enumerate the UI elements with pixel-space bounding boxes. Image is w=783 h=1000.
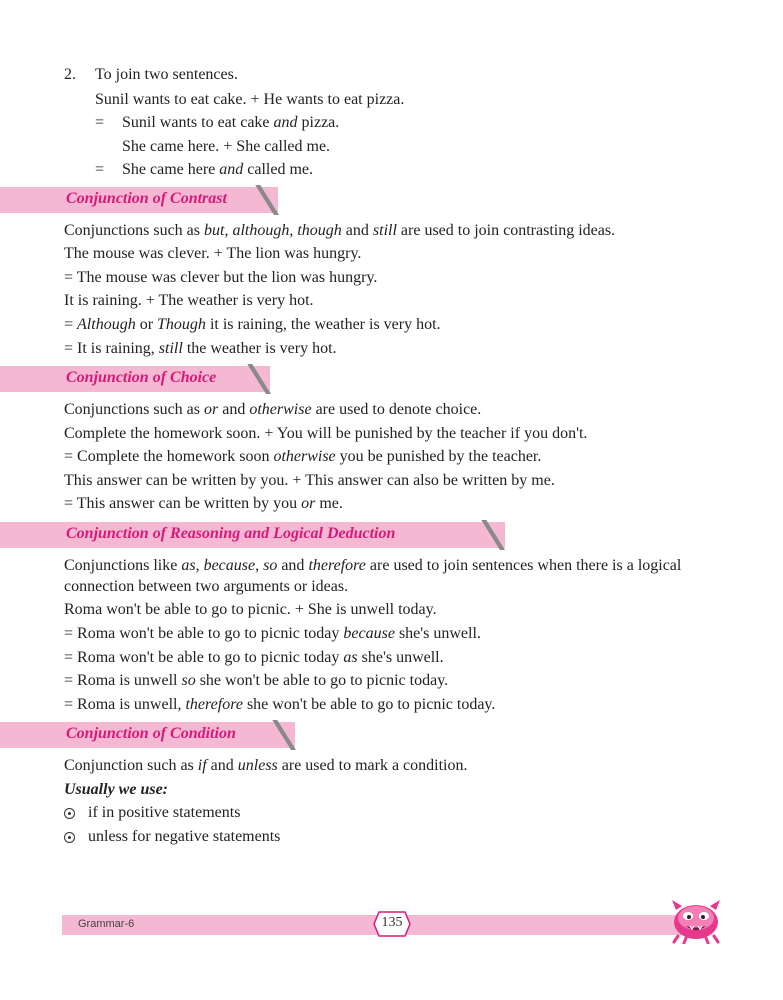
example-sentence: Roma won't be able to go to picnic. + She is unwell today. — [64, 601, 437, 618]
example-sentence: Sunil wants to eat cake. + He wants to eat pizza. — [95, 91, 405, 108]
page-number: 135 — [381, 915, 403, 930]
result-sentence: = It is raining, still the weather is very hot. — [64, 340, 337, 357]
result-sentence: Sunil wants to eat cake and pizza. — [122, 114, 340, 131]
section-title: Conjunction of Choice — [66, 369, 217, 386]
list-item: if in positive statements — [88, 804, 241, 821]
result-sentence: = This answer can be written by you or me. — [64, 495, 343, 512]
example-sentence: It is raining. + The weather is very hot. — [64, 292, 314, 309]
item-heading: To join two sentences. — [95, 66, 238, 83]
paragraph: Conjunctions such as or and otherwise are used to denote choice. — [64, 401, 482, 418]
section-title: Conjunction of Contrast — [66, 190, 227, 207]
result-sentence: = Complete the homework soon otherwise you be punished by the teacher. — [64, 448, 542, 465]
result-sentence: She came here and called me. — [122, 161, 314, 178]
banner-slash — [247, 364, 271, 394]
paragraph: Conjunction such as if and unless are used to mark a condition. — [64, 757, 468, 774]
subheading: Usually we use: — [64, 781, 168, 798]
result-sentence: = Roma is unwell so she won't be able to go to picnic today. — [64, 672, 449, 689]
page-number-badge — [373, 910, 411, 938]
paragraph: Conjunctions such as but, although, though and still are used to join contrasting ideas. — [64, 222, 616, 239]
book-title: Grammar-6 — [78, 918, 135, 930]
section-title: Conjunction of Condition — [66, 725, 236, 742]
section-banner-reasoning — [0, 522, 505, 548]
equals-sign: = — [95, 114, 105, 131]
bullet-icon — [64, 808, 75, 819]
banner-slash — [272, 720, 296, 750]
mascot-icon — [668, 896, 724, 949]
result-sentence: = The mouse was clever but the lion was hungry. — [64, 269, 378, 286]
section-banner-condition — [0, 722, 295, 748]
bullet-icon — [64, 832, 75, 843]
banner-slash — [255, 185, 279, 215]
result-sentence: = Roma won't be able to go to picnic today because she's unwell. — [64, 625, 481, 642]
list-item: unless for negative statements — [88, 828, 281, 845]
item-number: 2. — [64, 66, 76, 83]
paragraph-continued: connection between two arguments or ideas. — [64, 578, 349, 595]
example-sentence: This answer can be written by you. + This answer can also be written by me. — [64, 472, 555, 489]
result-sentence: = Roma won't be able to go to picnic today as she's unwell. — [64, 649, 444, 666]
result-sentence: = Although or Though it is raining, the weather is very hot. — [64, 316, 441, 333]
section-title: Conjunction of Reasoning and Logical Deduction — [66, 525, 396, 542]
paragraph: Conjunctions like as, because, so and therefore are used to join sentences when there is a logical — [64, 557, 682, 574]
section-banner-choice — [0, 366, 270, 392]
equals-sign: = — [95, 161, 105, 178]
example-sentence: Complete the homework soon. + You will be punished by the teacher if you don't. — [64, 425, 588, 442]
banner-slash — [481, 520, 505, 550]
example-sentence: The mouse was clever. + The lion was hungry. — [64, 245, 362, 262]
section-banner-contrast — [0, 187, 278, 213]
example-sentence: She came here. + She called me. — [122, 138, 331, 155]
result-sentence: = Roma is unwell, therefore she won't be able to go to picnic today. — [64, 696, 496, 713]
